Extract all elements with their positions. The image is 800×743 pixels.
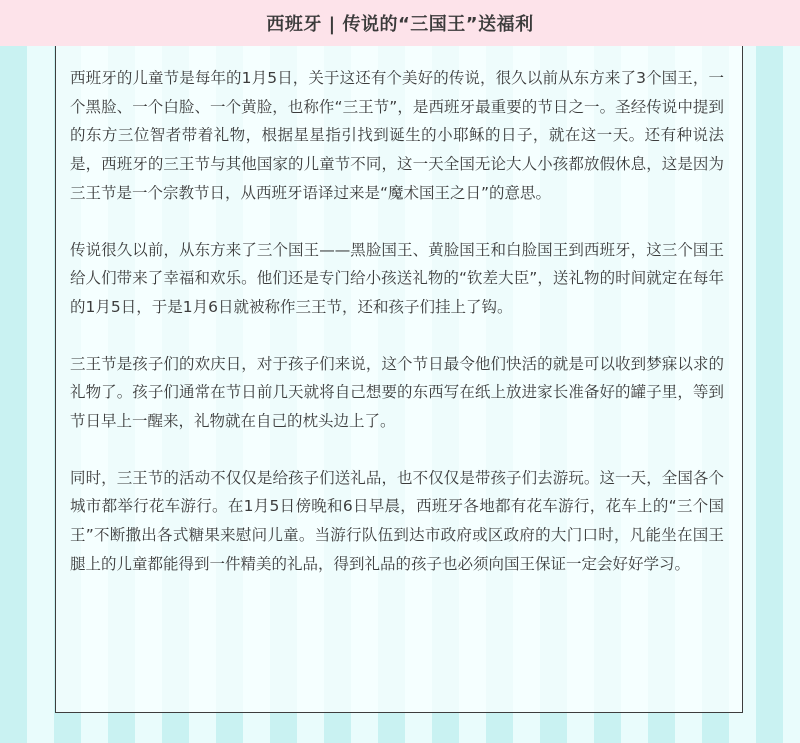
article-paragraph-3: 三王节是孩子们的欢庆日，对于孩子们来说，这个节日最令他们快活的就是可以收到梦寐以求的礼物了。孩子们通常在节日前几天就将自己想要的东西写在纸上放进家长准备好的罐子里，等到节日早上一醒来，礼物就在自己的枕头边上了。 <box>70 354 724 431</box>
page-title: 西班牙 | 传说的“三国王”送福利 <box>266 14 534 35</box>
header-banner <box>0 0 800 46</box>
article-paragraph-4: 同时，三王节的活动不仅仅是给孩子们送礼品，也不仅仅是带孩子们去游玩。这一天，全国各个城市都举行花车游行。在1月5日傍晚和6日早晨，西班牙各地都有花车游行，花车上的“三个国王”不断撒出各式糖果来慰问儿童。当游行队伍到达市政府或区政府的大门口时，凡能坐在国王腿上的儿童都能得到一件精美的礼品，得到礼品的孩子也必须向国王保证一定会好好学习。 <box>70 468 724 573</box>
article-paragraph-1: 西班牙的儿童节是每年的1月5日，关于这还有个美好的传说，很久以前从东方来了3个国王，一个黑脸、一个白脸、一个黄脸，也称作“三王节”，是西班牙最重要的节日之一。圣经传说中提到的东方三位智者带着礼物，根据星星指引找到诞生的小耶稣的日子，就在这一天。还有种说法是，西班牙的三王节与其他国家的儿童节不同，这一天全国无论大人小孩都放假休息，这是因为三王节是一个宗教节日，从西班牙语译过来是“魔术国王之日”的意思。 <box>70 69 724 202</box>
article-card <box>55 46 743 713</box>
article-paragraph-2: 传说很久以前，从东方来了三个国王——黑脸国王、黄脸国王和白脸国王到西班牙，这三个国王给人们带来了幸福和欢乐。他们还是专门给小孩送礼物的“钦差大臣”，送礼物的时间就定在每年的1月5日，于是1月6日就被称作三王节，还和孩子们挂上了钩。 <box>70 240 724 316</box>
